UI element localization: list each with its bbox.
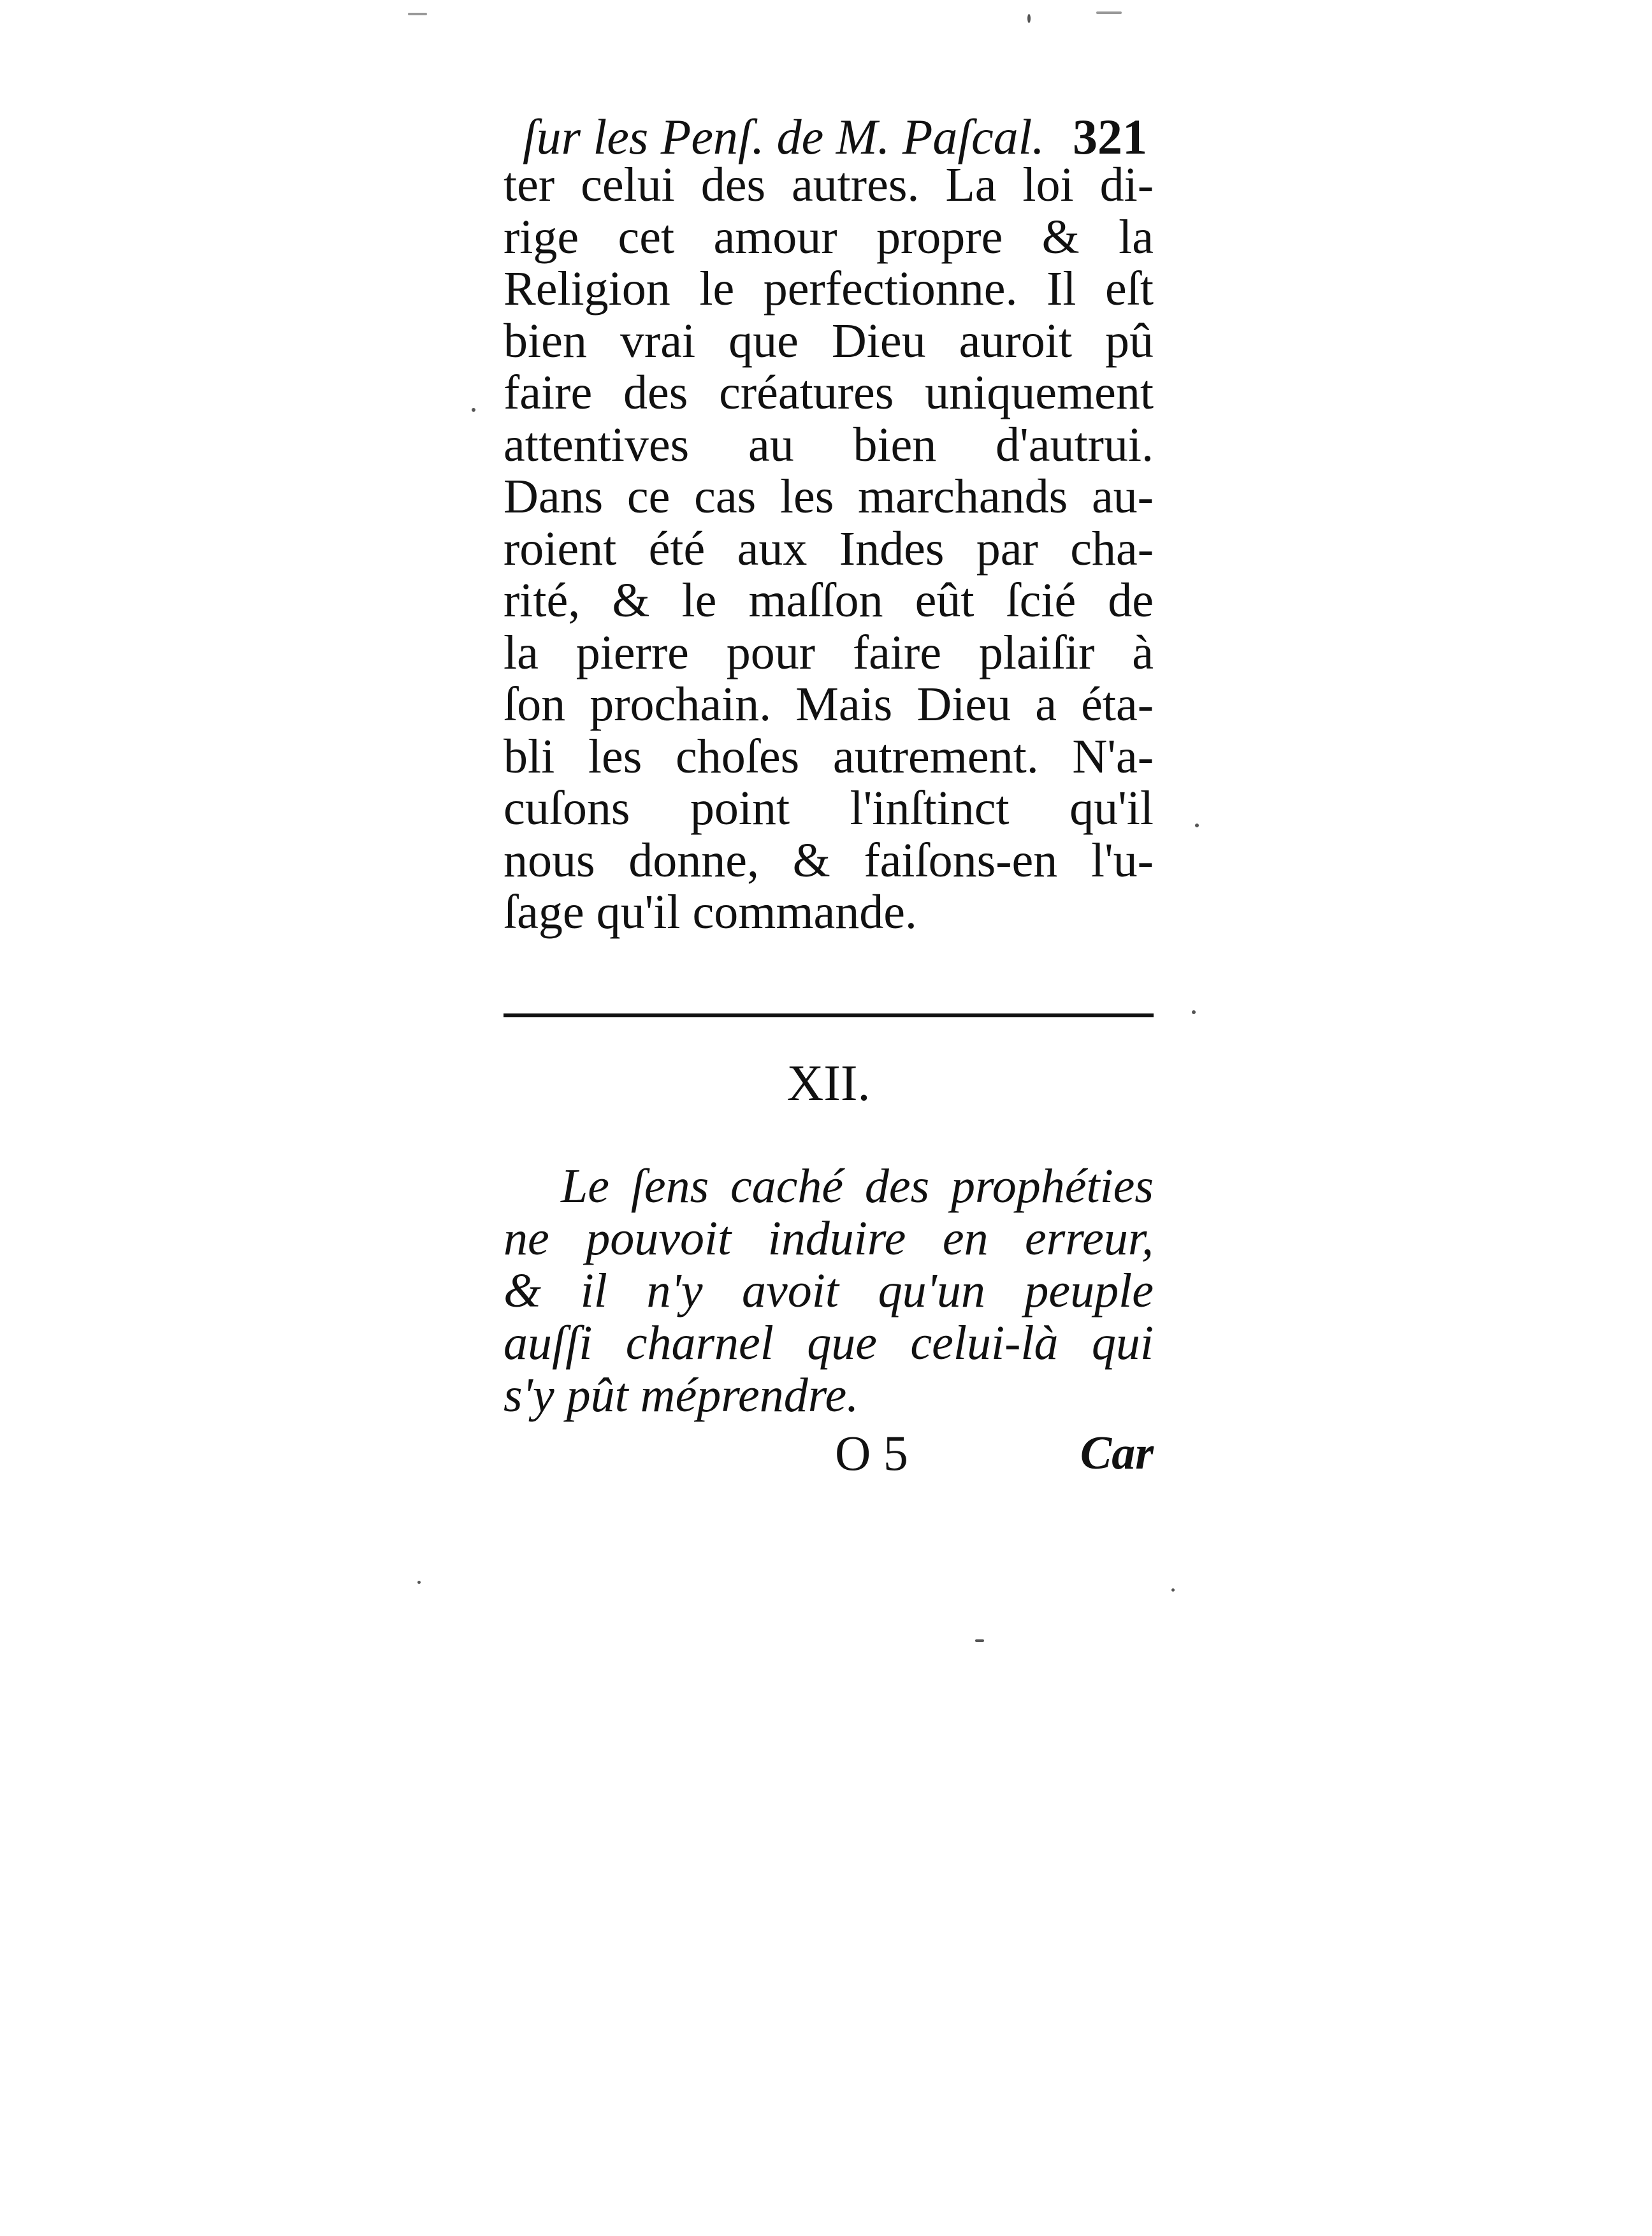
summary-line: ne pouvoit induire en erreur,	[504, 1212, 1154, 1265]
section-summary	[504, 1160, 1154, 1421]
running-title: ſur les Penſ. de M. Paſcal.	[523, 109, 1045, 164]
scan-speck	[975, 1639, 984, 1642]
body-line: ſon prochain. Mais Dieu a éta-	[504, 678, 1154, 731]
body-line: faire des créatures uniquement	[504, 366, 1154, 419]
signature-mark: O 5	[835, 1425, 908, 1481]
body-line: attentives au bien d'autrui.	[504, 417, 1154, 472]
body-line: la pierre pour faire plaiſir à	[504, 625, 1154, 679]
section-divider	[504, 1013, 1154, 1017]
scan-speck	[1192, 1010, 1196, 1014]
scan-speck	[1171, 1588, 1175, 1592]
body-line: ſage qu'il commande.	[504, 885, 917, 939]
catchword: Car	[1080, 1427, 1154, 1479]
body-line: roient été aux Indes par cha-	[504, 521, 1154, 576]
scan-speck	[472, 408, 475, 412]
body-line: Religion le perfectionne. Il eſt	[504, 262, 1154, 316]
body-line: bli les choſes autrement. N'a-	[504, 729, 1154, 783]
summary-line: Le ſens caché des prophéties	[561, 1159, 1154, 1213]
page-header	[510, 108, 1147, 166]
body-line: cuſons point l'inſtinct qu'il	[504, 781, 1154, 835]
body-line: Dans ce cas les marchands au-	[504, 470, 1154, 523]
summary-line: auſſi charnel que celui-là qui	[504, 1316, 1154, 1370]
body-line: nous donne, & faiſons-en l'u-	[504, 833, 1154, 887]
scan-speck	[1195, 824, 1199, 827]
section-number: XII.	[786, 1056, 871, 1112]
page-number: 321	[1073, 109, 1147, 164]
body-line: rige cet amour propre & la	[504, 210, 1154, 264]
body-line: ter celui des autres. La loi di-	[504, 158, 1154, 212]
summary-line: & il n'y avoit qu'un peuple	[504, 1264, 1154, 1318]
body-line: bien vrai que Dieu auroit pû	[504, 314, 1154, 368]
body-line: rité, & le maſſon eût ſcié de	[504, 574, 1154, 627]
body-paragraph	[504, 159, 1154, 939]
scan-speck	[408, 13, 427, 15]
summary-line: s'y pût méprendre.	[504, 1368, 859, 1422]
scan-speck	[1027, 14, 1031, 23]
scan-speck	[417, 1581, 421, 1584]
page-footer	[504, 1421, 1154, 1485]
scan-speck	[1096, 11, 1122, 14]
